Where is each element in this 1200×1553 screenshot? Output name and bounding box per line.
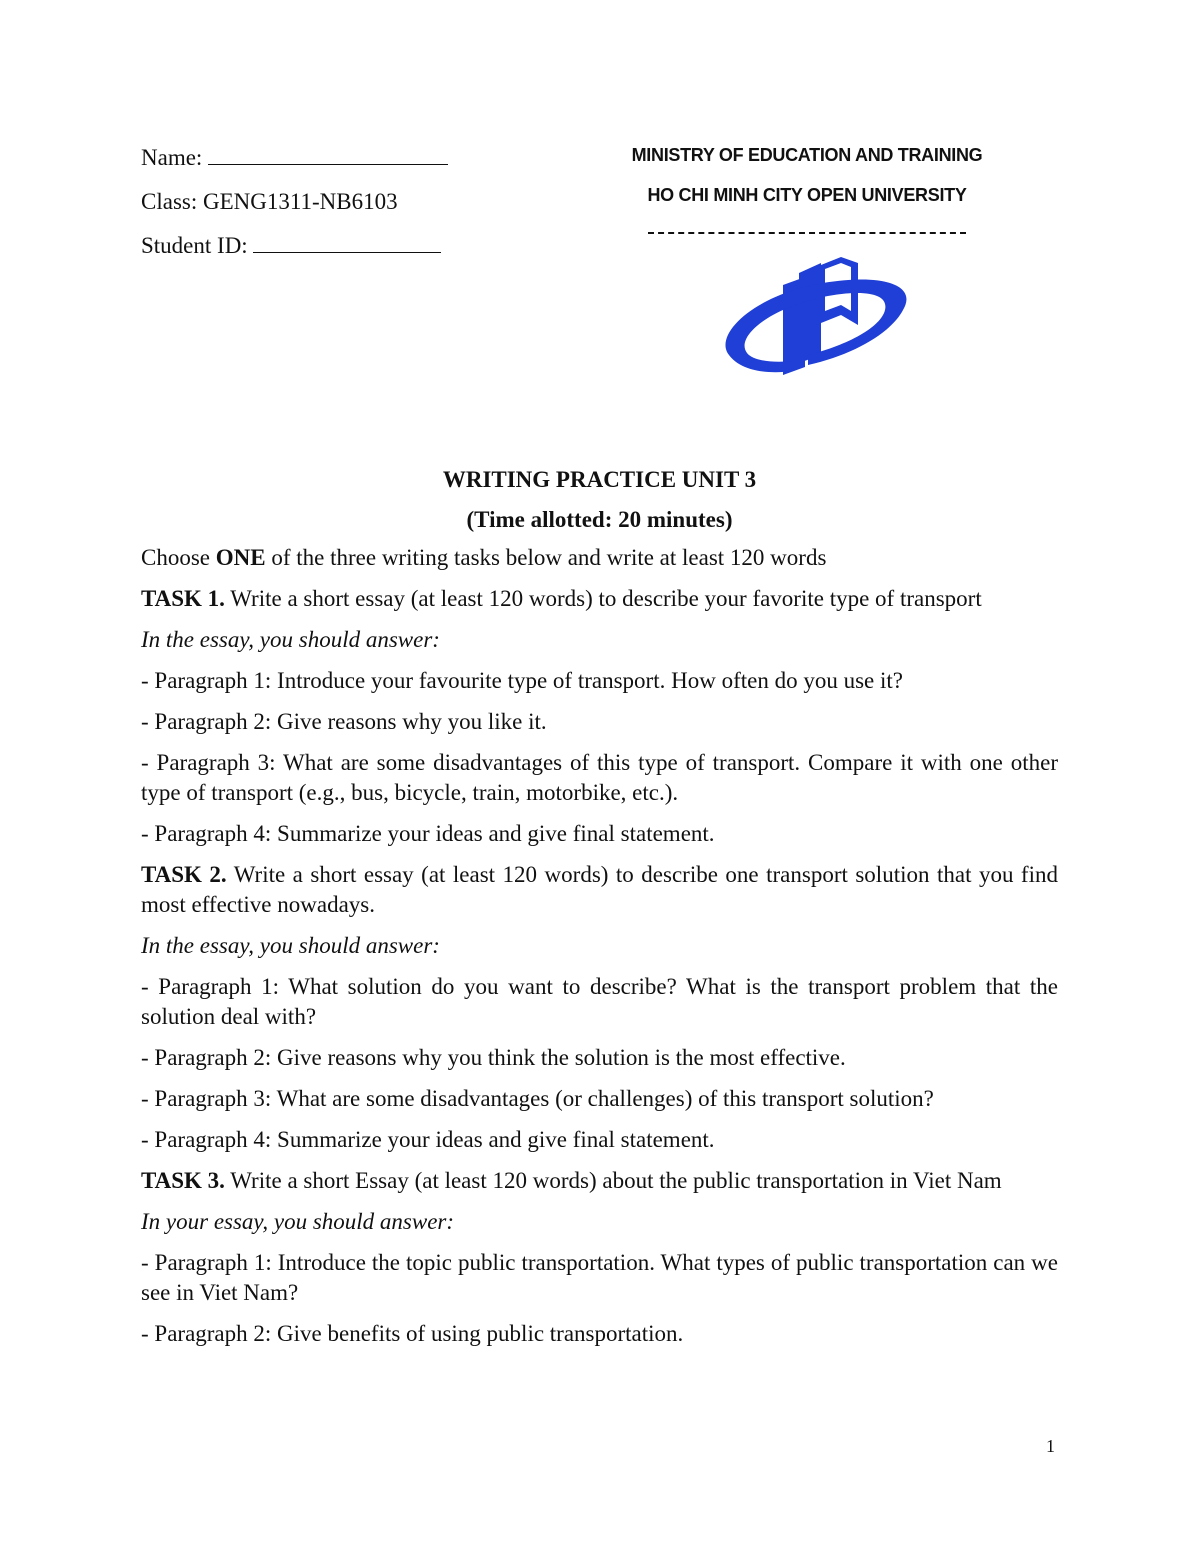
document-body [141,462,1058,1360]
task-2-heading [141,860,1058,920]
student-id-blank [253,232,441,253]
instruction-text: Choose [141,545,216,570]
name-blank [208,144,448,165]
task-1-paragraph-4: - Paragraph 4: Summarize your ideas and give final statement. [141,821,715,846]
name-row [141,140,448,184]
institution-header [560,140,1054,234]
task-1-paragraph-2: - Paragraph 2: Give reasons why you like it. [141,709,547,734]
task-1-text: Write a short essay (at least 120 words) to describe your favorite type of transport [224,586,982,611]
page-number: 1 [1046,1436,1055,1456]
ministry-name: MINISTRY OF EDUCATION AND TRAINING [631,145,983,165]
name-label: Name: [141,145,203,170]
task-1-paragraph-3: - Paragraph 3: What are some disadvantages of this type of transport. Compare it with one other type of transport (e.g., bus, bicycle, train, motorbike, etc.). [141,750,1058,805]
student-info [141,140,448,272]
university-logo-icon [713,255,909,385]
university-name: HO CHI MINH CITY OPEN UNIVERSITY [647,185,967,205]
task-2-prompt: In the essay, you should answer: [141,933,440,958]
class-label: Class: GENG1311-NB6103 [141,189,398,214]
task-3-label: TASK 3. [141,1168,225,1193]
class-row [141,184,448,228]
task-3-prompt: In your essay, you should answer: [141,1209,455,1234]
task-2-paragraph-1: - Paragraph 1: What solution do you want to describe? What is the transport problem that the solution deal with? [141,974,1058,1029]
instruction-emphasis: ONE [215,545,266,570]
task-1-heading [141,584,1058,614]
student-id-label: Student ID: [141,233,248,258]
header-divider [648,216,966,234]
task-2-paragraph-4: - Paragraph 4: Summarize your ideas and give final statement. [141,1127,715,1152]
student-id-row [141,228,448,272]
task-2-text: Write a short essay (at least 120 words) to describe one transport solution that you find most effective nowadays. [141,862,1058,917]
task-3-paragraph-1: - Paragraph 1: Introduce the topic public transportation. What types of public transportation can we see in Viet Nam? [141,1250,1058,1305]
task-1-label: TASK 1. [141,586,225,611]
page-title: WRITING PRACTICE UNIT 3 [442,467,757,492]
task-1-paragraph-1: - Paragraph 1: Introduce your favourite type of transport. How often do you use it? [141,668,903,693]
task-2-paragraph-2: - Paragraph 2: Give reasons why you think the solution is the most effective. [141,1045,846,1070]
task-1-prompt: In the essay, you should answer: [141,627,440,652]
task-2-label: TASK 2. [141,862,227,887]
task-3-paragraph-2: - Paragraph 2: Give benefits of using public transportation. [141,1321,684,1346]
instruction [141,543,1058,573]
task-2-paragraph-3: - Paragraph 3: What are some disadvantages (or challenges) of this transport solution? [141,1086,934,1111]
task-3-text: Write a short Essay (at least 120 words) about the public transportation in Viet Nam [224,1168,1002,1193]
task-3-heading [141,1166,1058,1196]
time-allotted: (Time allotted: 20 minutes) [466,507,733,532]
instruction-text-end: of the three writing tasks below and write at least 120 words [265,545,827,570]
